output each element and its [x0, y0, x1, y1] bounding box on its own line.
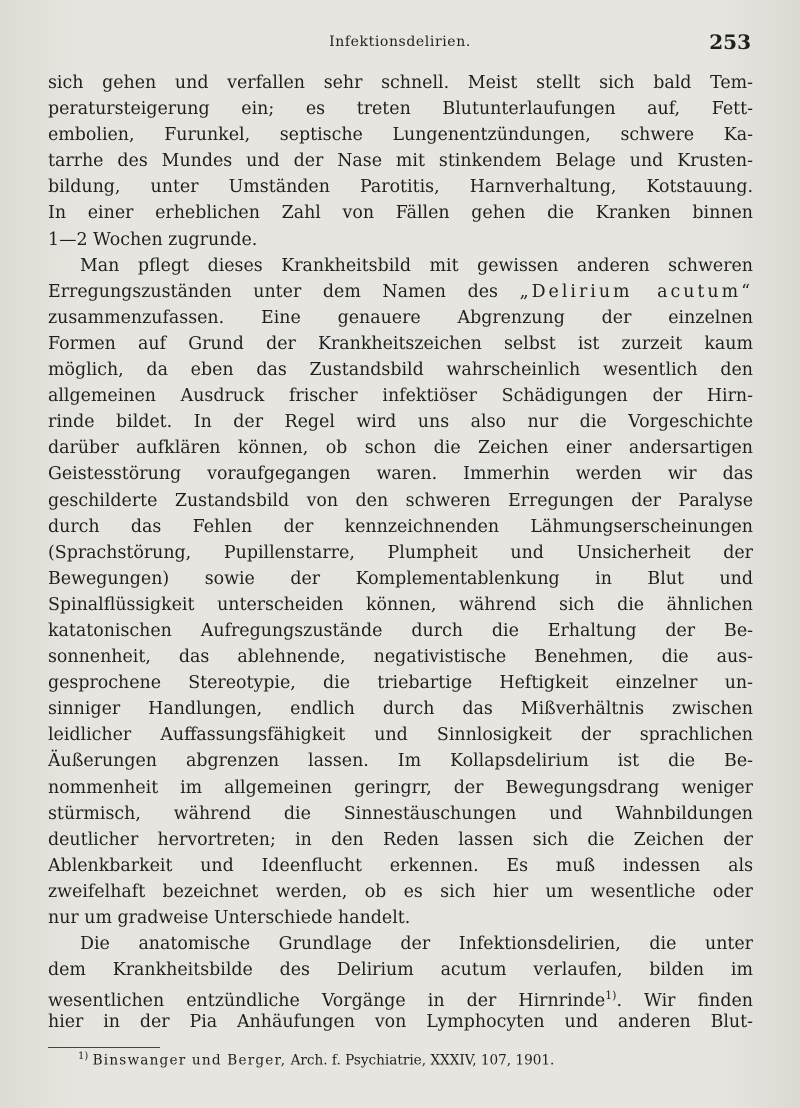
- footnote-marker: 1): [78, 1051, 89, 1062]
- text-line: embolien, Furunkel, septische Lungenentzündungen, schwere Ka-: [48, 125, 753, 146]
- text-line: [48, 279, 753, 305]
- text-line: Spinalflüssigkeit unterscheiden können, während sich die ähnlichen: [48, 594, 753, 615]
- text-line: nommenheit im allgemeinen geringrr, der Bewegungsdrang weniger: [48, 777, 753, 798]
- text-line: dem Krankheitsbilde des Delirium acutum verlaufen, bilden im: [48, 960, 753, 981]
- text-segment: . Wir finden: [616, 991, 753, 1012]
- text-line: allgemeinen Ausdruck frischer infektiöser Schädigungen der Hirn-: [48, 386, 753, 407]
- delirium-acutum-term: „Delirium acutum“: [519, 281, 754, 302]
- text-line: Geistesstörung voraufgegangen waren. Immerhin werden wir das: [48, 464, 753, 485]
- text-segment: wesentlichen entzündliche Vorgänge in der Hirnrinde: [48, 991, 606, 1012]
- page-number: 253: [709, 30, 751, 54]
- running-title: Infektionsdelirien.: [329, 34, 471, 50]
- text-line: hier in der Pia Anhäufungen von Lymphocyten und anderen Blut-: [48, 1012, 753, 1033]
- text-line: Äußerungen abgrenzen lassen. Im Kollapsdelirium ist die Be-: [48, 751, 753, 772]
- text-line: sinniger Handlungen, endlich durch das Mißverhältnis zwischen: [48, 699, 753, 720]
- text-line: sonnenheit, das ablehnende, negativistische Benehmen, die aus-: [48, 647, 753, 668]
- text-line: darüber aufklären können, ob schon die Zeichen einer andersartigen: [48, 438, 753, 459]
- footnote-divider: [48, 1047, 160, 1048]
- text-line: Formen auf Grund der Krankheitszeichen selbst ist zurzeit kaum: [48, 333, 753, 354]
- body-text: [48, 70, 753, 1035]
- text-line: bildung, unter Umständen Parotitis, Harnverhaltung, Kotstauung.: [48, 177, 753, 198]
- text-line: leidlicher Auffassungsfähigkeit und Sinnlosigkeit der sprachlichen: [48, 725, 753, 746]
- text-line: 1—2 Wochen zugrunde.: [48, 229, 258, 250]
- text-line: gesprochene Stereotypie, die triebartige Heftigkeit einzelner un-: [48, 673, 753, 694]
- footnote: [78, 1051, 554, 1069]
- text-line: geschilderte Zustandsbild von den schweren Erregungen der Paralyse: [48, 490, 753, 511]
- text-line: katatonischen Aufregungszustände durch die Erhaltung der Be-: [48, 620, 753, 641]
- footnote-reference: 1): [605, 989, 617, 1003]
- text-segment: Erregungszuständen unter dem Namen des: [48, 281, 498, 302]
- text-line: (Sprachstörung, Pupillenstarre, Plumpheit und Unsicherheit der: [48, 542, 753, 563]
- text-line: möglich, da eben das Zustandsbild wahrscheinlich wesentlich den: [48, 360, 753, 381]
- text-line: [48, 983, 753, 1012]
- text-line: deutlicher hervortreten; in den Reden lassen sich die Zeichen der: [48, 829, 753, 850]
- text-line: nur um gradweise Unterschiede handelt.: [48, 908, 411, 928]
- text-line: sich gehen und verfallen sehr schnell. Meist stellt sich bald Tem-: [48, 73, 753, 93]
- footnote-citation: Arch. f. Psychiatrie, XXXIV, 107, 1901.: [286, 1052, 555, 1069]
- text-line: Bewegungen) sowie der Komplementablenkung in Blut und: [48, 568, 753, 589]
- text-line: Ablenkbarkeit und Ideenflucht erkennen. Es muß indessen als: [48, 855, 753, 876]
- page-header: [0, 28, 800, 58]
- text-line: peratursteigerung ein; es treten Blutunterlaufungen auf, Fett-: [48, 99, 753, 120]
- paragraph-start-line: Die anatomische Grundlage der Infektionsdelirien, die unter: [80, 934, 753, 955]
- footnote-authors: Binswanger und Berger,: [92, 1052, 287, 1069]
- text-line: In einer erheblichen Zahl von Fällen gehen die Kranken binnen: [48, 203, 753, 224]
- text-line: tarrhe des Mundes und der Nase mit stinkendem Belage und Krusten-: [48, 151, 753, 172]
- text-line: zweifelhaft bezeichnet werden, ob es sich hier um wesentliche oder: [48, 881, 753, 902]
- text-line: durch das Fehlen der kennzeichnenden Lähmungserscheinungen: [48, 516, 753, 537]
- text-line: zusammenzufassen. Eine genauere Abgrenzung der einzelnen: [48, 307, 753, 328]
- paragraph-start-line: Man pflegt dieses Krankheitsbild mit gewissen anderen schweren: [80, 255, 753, 276]
- text-line: rinde bildet. In der Regel wird uns also nur die Vorgeschichte: [48, 412, 753, 433]
- text-line: stürmisch, während die Sinnestäuschungen und Wahnbildungen: [48, 803, 753, 824]
